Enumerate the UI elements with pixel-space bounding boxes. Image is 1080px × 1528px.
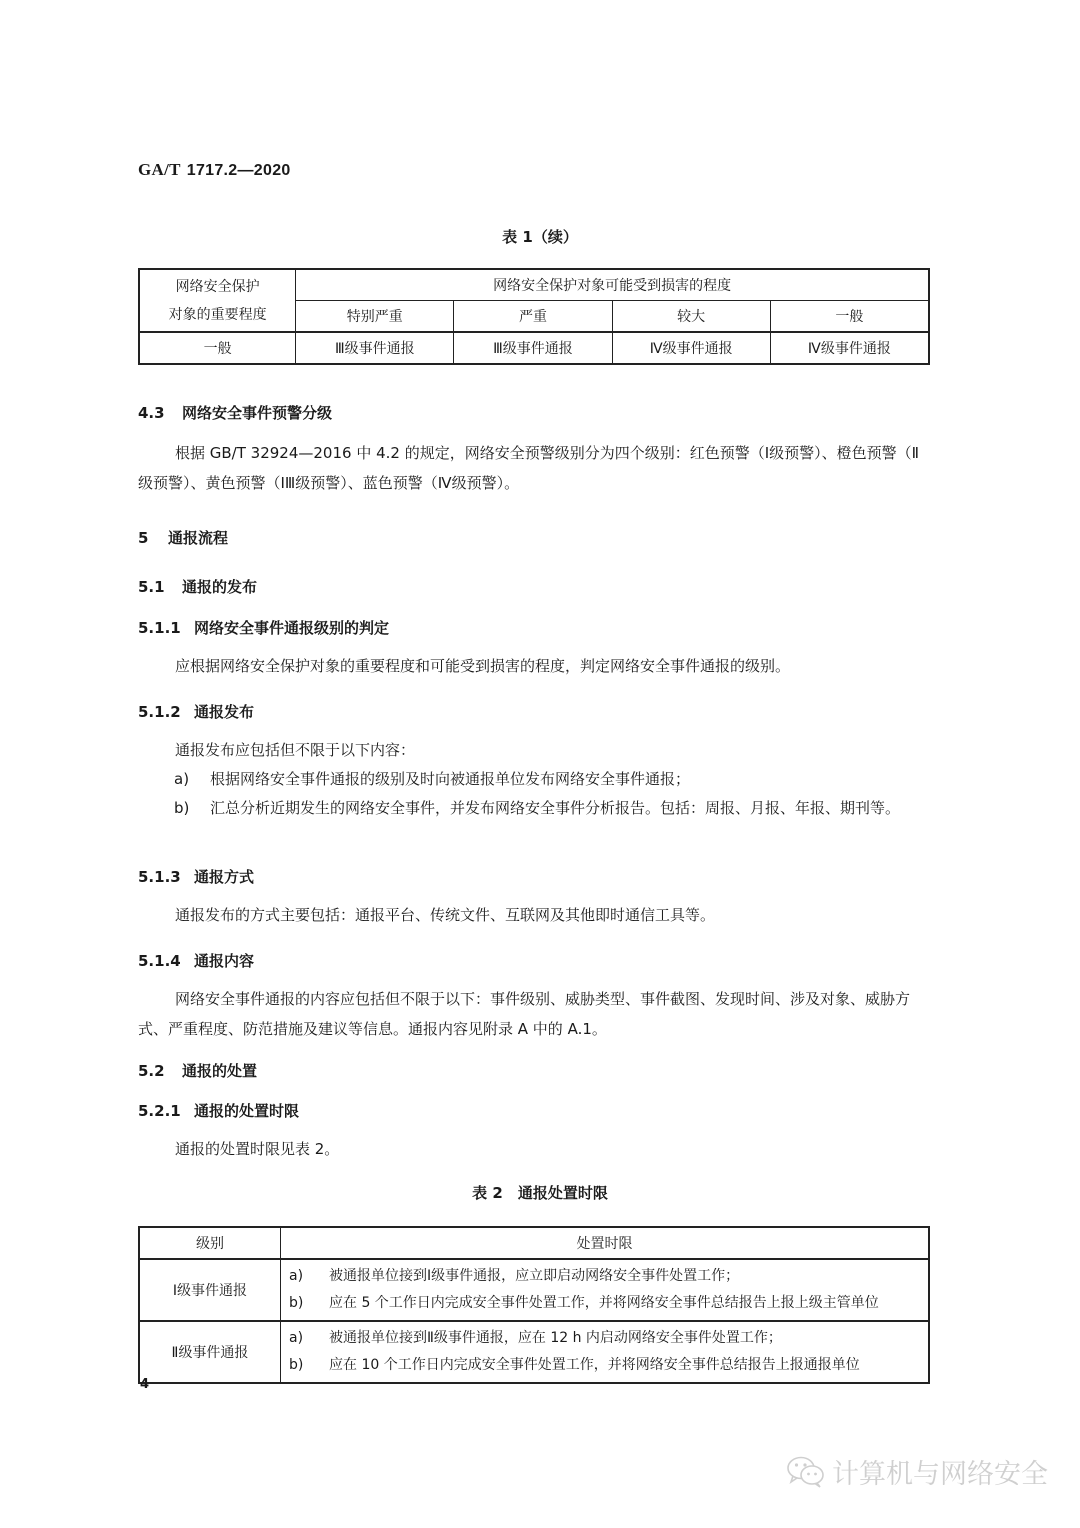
- table1-caption: 表 1（续）: [502, 228, 578, 246]
- wechat-icon: [786, 1455, 826, 1489]
- list-item: b) 应在 10 个工作日内完成安全事件处置工作，并将网络安全事件总结报告上报通报单位: [289, 1357, 860, 1373]
- section-body-5-2-1: 通报的处置时限见表 2。: [175, 1140, 340, 1158]
- table2-header-level: 级别: [139, 1227, 281, 1259]
- watermark: [786, 1452, 1048, 1491]
- section-heading-5-1: 5.1 通报的发布: [138, 578, 258, 596]
- list-item: a) 被通报单位接到Ⅱ级事件通报，应在 12 h 内启动网络安全事件处置工作；: [289, 1330, 782, 1346]
- section-heading-4-3: 4.3 网络安全事件预警分级: [138, 404, 333, 422]
- standard-number: [138, 160, 291, 180]
- table1-cell: Ⅳ级事件通报: [612, 332, 770, 364]
- table2: [138, 1226, 930, 1384]
- table1: [138, 268, 930, 365]
- section-body-5-1-4: 网络安全事件通报的内容应包括但不限于以下：事件级别、威胁类型、事件截图、发现时间、涉及对象、威胁方式、严重程度、防范措施及建议等信息。通报内容见附录 A 中的 A.1。: [138, 990, 911, 1038]
- table1-cell: Ⅲ级事件通报: [296, 332, 454, 364]
- list-item: a) 根据网络安全事件通报的级别及时向被通报单位发布网络安全事件通报；: [174, 770, 691, 788]
- section-body-5-1-3: 通报发布的方式主要包括：通报平台、传统文件、互联网及其他即时通信工具等。: [175, 906, 716, 924]
- table1-col-header: 特别严重: [296, 301, 454, 333]
- section-intro-5-1-2: 通报发布应包括但不限于以下内容：: [175, 741, 416, 759]
- table1-group-header: 网络安全保护对象可能受到损害的程度: [296, 269, 929, 301]
- list-item: a) 被通报单位接到Ⅰ级事件通报，应立即启动网络安全事件处置工作；: [289, 1268, 740, 1284]
- table1-cell: Ⅳ级事件通报: [770, 332, 929, 364]
- table-row: [139, 332, 929, 364]
- section-heading-5: 5 通报流程: [138, 529, 229, 547]
- standard-code: 1717.2—2020: [186, 162, 291, 179]
- section-heading-5-1-1: 5.1.1 网络安全事件通报级别的判定: [138, 619, 390, 637]
- table-row: [139, 1259, 929, 1321]
- table1-left-header: 网络安全保护 对象的重要程度: [139, 269, 296, 332]
- section-body-4-3: 根据 GB/T 32924—2016 中 4.2 的规定，网络安全预警级别分为四个级别：红色预警（Ⅰ级预警）、橙色预警（Ⅱ级预警）、黄色预警（ⅠⅢ级预警）、蓝色预警（Ⅳ级预警）。: [138, 444, 920, 492]
- standard-prefix: GA/T: [138, 160, 181, 179]
- watermark-text: 计算机与网络安全: [832, 1459, 1048, 1490]
- table2-caption: 表 2 通报处置时限: [472, 1184, 608, 1202]
- section-heading-5-2-1: 5.2.1 通报的处置时限: [138, 1102, 300, 1120]
- page-number: 4: [140, 1377, 150, 1392]
- section-heading-5-2: 5.2 通报的处置: [138, 1062, 258, 1080]
- section-heading-5-1-3: 5.1.3 通报方式: [138, 868, 255, 886]
- table1-col-header: 较大: [612, 301, 770, 333]
- table2-header-limit: 处置时限: [281, 1227, 930, 1259]
- section-body-5-1-1: 应根据网络安全保护对象的重要程度和可能受到损害的程度，判定网络安全事件通报的级别。: [175, 657, 791, 675]
- table1-cell: Ⅲ级事件通报: [454, 332, 612, 364]
- table1-col-header: 严重: [454, 301, 612, 333]
- list-item: b) 应在 5 个工作日内完成安全事件处置工作，并将网络安全事件总结报告上报上级主管单位: [289, 1295, 879, 1311]
- section-heading-5-1-2: 5.1.2 通报发布: [138, 703, 255, 721]
- table2-level: Ⅰ级事件通报: [139, 1259, 281, 1321]
- table2-level: Ⅱ级事件通报: [139, 1321, 281, 1383]
- list-item: b) 汇总分析近期发生的网络安全事件，并发布网络安全事件分析报告。包括：周报、月报、年报、期刊等。: [174, 799, 901, 817]
- table-row: [139, 1321, 929, 1383]
- table1-row-label: 一般: [139, 332, 296, 364]
- section-heading-5-1-4: 5.1.4 通报内容: [138, 952, 255, 970]
- table1-col-header: 一般: [770, 301, 929, 333]
